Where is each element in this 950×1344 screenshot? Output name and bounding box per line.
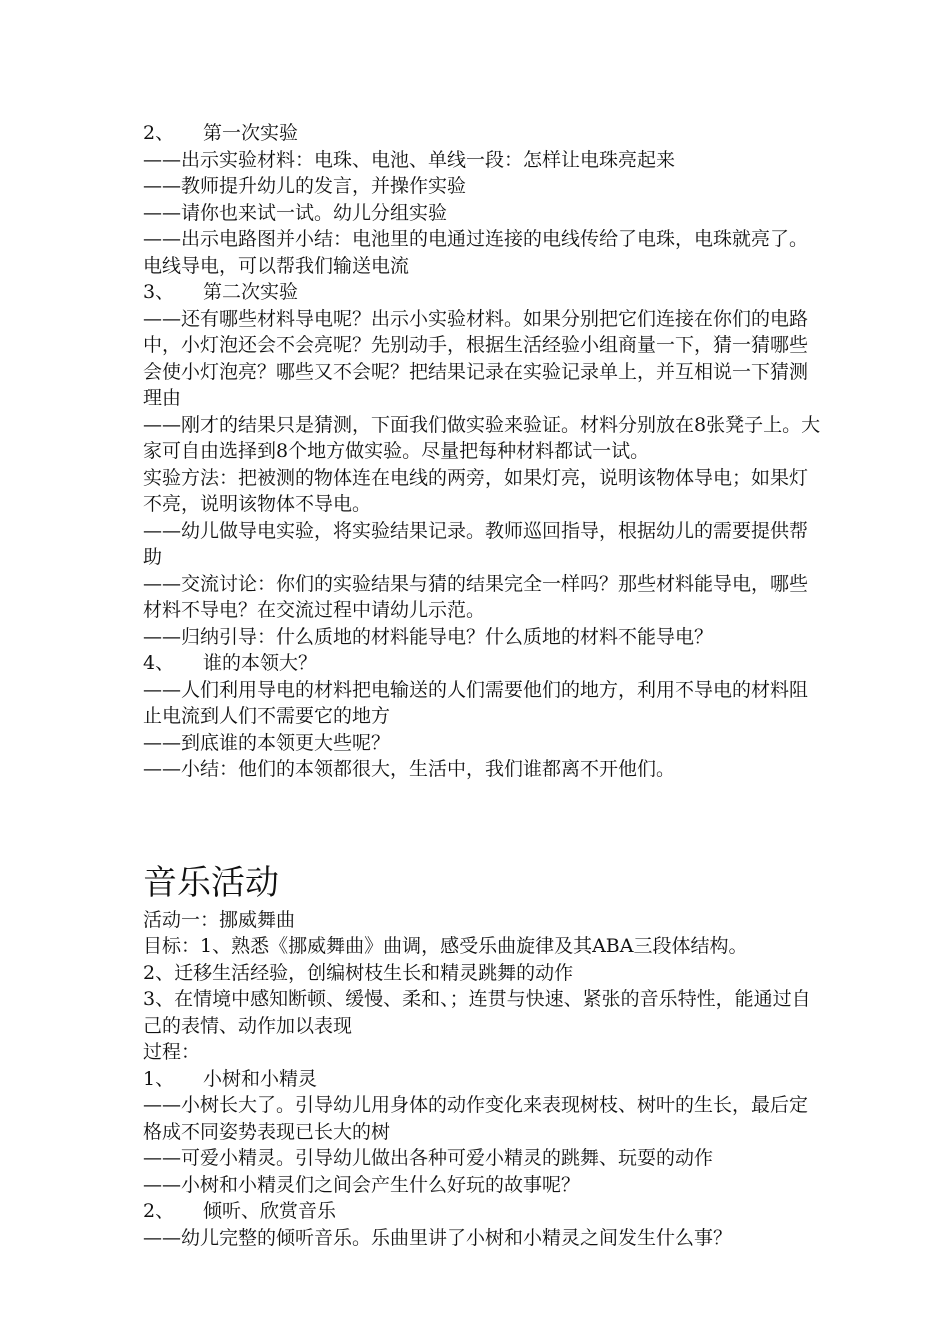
step-title: 小树和小精灵 (203, 1067, 318, 1090)
step-number: 2、 (143, 1200, 175, 1222)
paragraph: ——出示电路图并小结：电池里的电通过连接的电线传给了电珠，电珠就亮了。电线导电，可以帮我们输送电流 (143, 228, 809, 277)
paragraph: ——幼儿完整的倾听音乐。乐曲里讲了小树和小精灵之间发生什么事？ (143, 1226, 733, 1249)
paragraph: ——请你也来试一试。幼儿分组实验 (143, 201, 448, 224)
section-spacer (143, 783, 823, 861)
paragraph: ——交流讨论：你们的实验结果与猜的结果完全一样吗？那些材料能导电，哪些材料不导电？在交流过程中请幼儿示范。 (143, 572, 809, 621)
paragraph: ——到底谁的本领更大些呢？ (143, 731, 391, 754)
step-number: 1、 (143, 1067, 175, 1090)
paragraph: ——小结：他们的本领都很大，生活中，我们谁都离不开他们。 (143, 758, 676, 780)
step-number: 4、 (143, 652, 175, 674)
step-title: 谁的本领大？ (203, 652, 318, 674)
section-science-experiment (143, 120, 823, 783)
section-music-activity (143, 861, 823, 1252)
paragraph: ——幼儿做导电实验，将实验结果记录。教师巡回指导，根据幼儿的需要提供帮助 (143, 519, 809, 568)
paragraph: 2、迁移生活经验，创编树枝生长和精灵跳舞的动作 (143, 961, 574, 984)
paragraph: 目标：1、熟悉《挪威舞曲》曲调，感受乐曲旋律及其ABA三段体结构。 (143, 935, 748, 957)
paragraph: ——小树长大了。引导幼儿用身体的动作变化来表现树枝、树叶的生长，最后定格成不同姿势表现已长大的树 (143, 1094, 809, 1143)
step-heading (143, 1066, 823, 1093)
step-number: 2、 (143, 122, 175, 144)
step-number: 3、 (143, 281, 175, 303)
paragraph: 过程： (143, 1041, 201, 1063)
paragraph: ——出示实验材料：电珠、电池、单线一段：怎样让电珠亮起来 (143, 148, 676, 171)
paragraph: ——归纳引导：什么质地的材料能导电？什么质地的材料不能导电？ (143, 625, 714, 648)
paragraph: ——教师提升幼儿的发言，并操作实验 (143, 175, 467, 197)
document-body (143, 120, 823, 1251)
paragraph: 3、在情境中感知断顿、缓慢、柔和、；连贯与快速、紧张的音乐特性，能通过自己的表情、动作加以表现 (143, 988, 811, 1037)
section-heading: 音乐活动 (143, 862, 279, 903)
paragraph: 实验方法：把被测的物体连在电线的两旁，如果灯亮，说明该物体导电；如果灯不亮，说明该物体不导电。 (143, 466, 809, 515)
paragraph: ——刚才的结果只是猜测，下面我们做实验来验证。材料分别放在8张凳子上。大家可自由选择到8个地方做实验。尽量把每种材料都试一试。 (143, 413, 821, 462)
step-title: 第二次实验 (203, 281, 299, 303)
paragraph: ——还有哪些材料导电呢？出示小实验材料。如果分别把它们连接在你们的电路中，小灯泡还会不会亮呢？先别动手，根据生活经验小组商量一下，猜一猜哪些会使小灯泡亮？哪些又不会呢？把结果记录在实验记录单上，并互相说一下猜测理由 (143, 307, 809, 409)
paragraph: 活动一：挪威舞曲 (143, 908, 296, 931)
paragraph: ——小树和小精灵们之间会产生什么好玩的故事呢？ (143, 1173, 581, 1196)
step-heading (143, 120, 823, 147)
step-heading (143, 279, 823, 306)
step-heading (143, 650, 823, 677)
step-heading (143, 1198, 823, 1225)
paragraph: ——可爱小精灵。引导幼儿做出各种可爱小精灵的跳舞、玩耍的动作 (143, 1147, 714, 1169)
step-title: 第一次实验 (203, 122, 299, 144)
step-title: 倾听、欣赏音乐 (203, 1200, 337, 1222)
paragraph: ——人们利用导电的材料把电输送的人们需要他们的地方，利用不导电的材料阻止电流到人们不需要它的地方 (143, 678, 809, 727)
